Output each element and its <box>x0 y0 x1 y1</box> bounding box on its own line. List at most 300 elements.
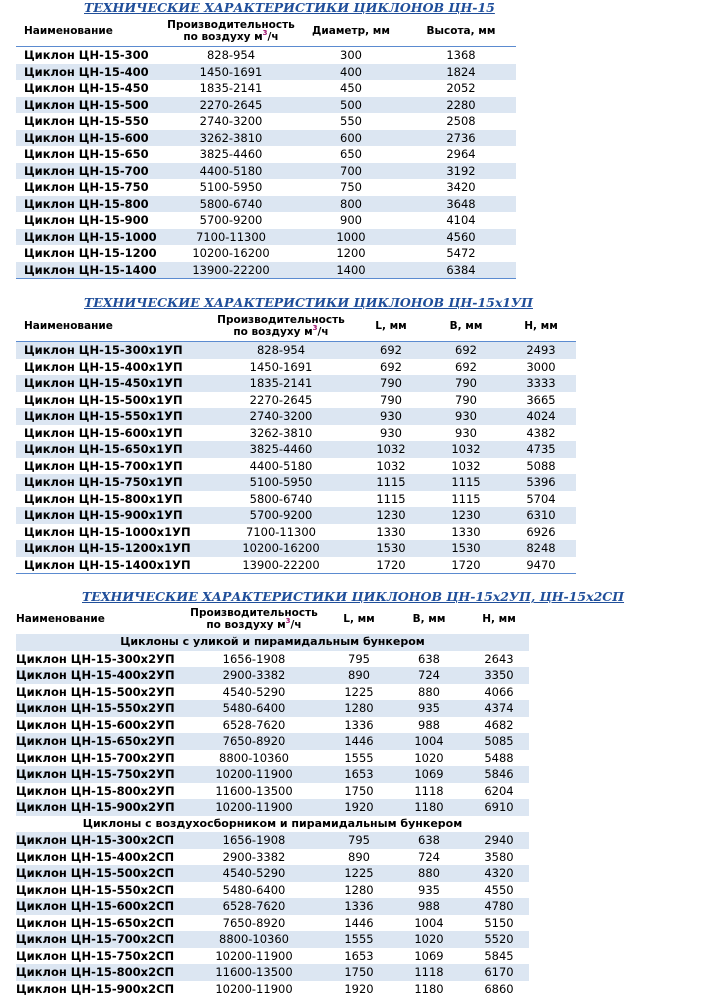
table-row <box>16 196 516 213</box>
cell-height: 2736 <box>406 130 516 147</box>
cell-name: Циклон ЦН-15-750 <box>16 179 166 196</box>
cell-diameter: 300 <box>296 47 406 64</box>
table-row <box>16 931 529 948</box>
cell-name: Циклон ЦН-15-300 <box>16 47 166 64</box>
cell-performance: 10200-11900 <box>179 799 329 816</box>
table-row <box>16 229 516 246</box>
cell-length: 890 <box>329 667 389 684</box>
cell-performance: 2270-2645 <box>166 97 296 114</box>
table-row <box>16 700 529 717</box>
cell-performance: 828-954 <box>206 342 356 359</box>
cell-name: Циклон ЦН-15-800х2СП <box>16 964 179 981</box>
cell-width: 1115 <box>426 474 506 491</box>
cell-name: Циклон ЦН-15-900х2СП <box>16 981 179 997</box>
cell-height: 6204 <box>469 783 529 800</box>
cell-name: Циклон ЦН-15-1000х1УП <box>16 524 206 541</box>
cell-performance: 1835-2141 <box>166 80 296 97</box>
cell-performance: 5700-9200 <box>206 507 356 524</box>
table-row <box>16 163 516 180</box>
table-row <box>16 375 576 392</box>
cell-width: 1720 <box>426 557 506 574</box>
cell-height: 8248 <box>506 540 576 557</box>
table-row <box>16 408 576 425</box>
table-row <box>16 425 576 442</box>
group-header-row <box>16 816 529 833</box>
cell-name: Циклон ЦН-15-600х1УП <box>16 425 206 442</box>
table1-title: ТЕХНИЧЕСКИЕ ХАРАКТЕРИСТИКИ ЦИКЛОНОВ ЦН-15 <box>84 0 495 15</box>
header-length: L, мм <box>329 604 389 634</box>
table-row <box>16 799 529 816</box>
cell-length: 1280 <box>329 700 389 717</box>
cell-height: 5088 <box>506 458 576 475</box>
cell-name: Циклон ЦН-15-750х1УП <box>16 474 206 491</box>
cell-height: 1368 <box>406 47 516 64</box>
header-performance-line1: Производительность <box>190 607 318 619</box>
cell-height: 5472 <box>406 245 516 262</box>
cell-diameter: 400 <box>296 64 406 81</box>
cell-length: 795 <box>329 651 389 668</box>
cell-height: 5488 <box>469 750 529 767</box>
cell-performance: 10200-16200 <box>166 245 296 262</box>
cell-name: Циклон ЦН-15-800 <box>16 196 166 213</box>
cell-width: 724 <box>389 667 469 684</box>
cell-length: 790 <box>356 375 426 392</box>
cell-performance: 7100-11300 <box>166 229 296 246</box>
cell-performance: 13900-22200 <box>166 262 296 279</box>
table-row <box>16 47 516 64</box>
table-row <box>16 64 516 81</box>
cell-performance: 2740-3200 <box>206 408 356 425</box>
cell-length: 1446 <box>329 915 389 932</box>
table-row <box>16 342 576 359</box>
cell-width: 1020 <box>389 931 469 948</box>
cell-performance: 2270-2645 <box>206 392 356 409</box>
cell-height: 5396 <box>506 474 576 491</box>
header-performance-line1: Производительность <box>167 19 295 31</box>
cell-name: Циклон ЦН-15-300х2УП <box>16 651 179 668</box>
cell-length: 1530 <box>356 540 426 557</box>
header-performance <box>206 311 356 342</box>
table-row <box>16 981 529 997</box>
cell-name: Циклон ЦН-15-750х2СП <box>16 948 179 965</box>
cell-length: 1230 <box>356 507 426 524</box>
cell-name: Циклон ЦН-15-800х2УП <box>16 783 179 800</box>
cell-name: Циклон ЦН-15-600х2УП <box>16 717 179 734</box>
cell-height: 4066 <box>469 684 529 701</box>
cell-height: 2964 <box>406 146 516 163</box>
cell-height: 6384 <box>406 262 516 279</box>
table-row <box>16 491 576 508</box>
cell-height: 4560 <box>406 229 516 246</box>
header-performance-line2: по воздуху м <box>183 31 262 43</box>
cell-performance: 13900-22200 <box>206 557 356 574</box>
header-height: H, мм <box>506 311 576 342</box>
cell-name: Циклон ЦН-15-650х1УП <box>16 441 206 458</box>
table-row <box>16 766 529 783</box>
table3 <box>16 604 529 997</box>
table-row <box>16 113 516 130</box>
cell-name: Циклон ЦН-15-300х2СП <box>16 832 179 849</box>
cell-diameter: 600 <box>296 130 406 147</box>
cell-name: Циклон ЦН-15-1400х1УП <box>16 557 206 574</box>
cell-length: 1280 <box>329 882 389 899</box>
cell-width: 1069 <box>389 948 469 965</box>
cell-name: Циклон ЦН-15-550х2СП <box>16 882 179 899</box>
header-width: B, мм <box>389 604 469 634</box>
table2-body <box>16 342 576 574</box>
cell-height: 4780 <box>469 898 529 915</box>
cell-height: 4382 <box>506 425 576 442</box>
cell-height: 3000 <box>506 359 576 376</box>
cell-width: 1230 <box>426 507 506 524</box>
header-performance-line2: по воздуху м <box>233 326 312 338</box>
table-row <box>16 80 516 97</box>
cell-length: 1115 <box>356 474 426 491</box>
cell-length: 1720 <box>356 557 426 574</box>
table-row <box>16 783 529 800</box>
table-row <box>16 832 529 849</box>
cell-name: Циклон ЦН-15-650х2УП <box>16 733 179 750</box>
cell-height: 9470 <box>506 557 576 574</box>
cell-diameter: 700 <box>296 163 406 180</box>
cell-height: 6910 <box>469 799 529 816</box>
cell-width: 1004 <box>389 915 469 932</box>
cell-diameter: 1000 <box>296 229 406 246</box>
cell-height: 4682 <box>469 717 529 734</box>
table-row <box>16 882 529 899</box>
cell-height: 6170 <box>469 964 529 981</box>
cell-performance: 10200-11900 <box>179 766 329 783</box>
cell-length: 1115 <box>356 491 426 508</box>
cell-name: Циклон ЦН-15-500 <box>16 97 166 114</box>
cell-width: 935 <box>389 700 469 717</box>
cell-performance: 5100-5950 <box>206 474 356 491</box>
cell-diameter: 750 <box>296 179 406 196</box>
cell-width: 880 <box>389 684 469 701</box>
cell-performance: 1450-1691 <box>166 64 296 81</box>
cell-height: 2643 <box>469 651 529 668</box>
cell-diameter: 450 <box>296 80 406 97</box>
cell-diameter: 650 <box>296 146 406 163</box>
table-row <box>16 392 576 409</box>
header-performance-tail: /ч <box>291 619 302 631</box>
cell-height: 5704 <box>506 491 576 508</box>
table-row <box>16 898 529 915</box>
cell-performance: 8800-10360 <box>179 750 329 767</box>
cell-performance: 3825-4460 <box>166 146 296 163</box>
cell-name: Циклон ЦН-15-500х2УП <box>16 684 179 701</box>
cell-height: 3648 <box>406 196 516 213</box>
header-performance-sup: 3 <box>263 29 268 37</box>
cell-performance: 5480-6400 <box>179 700 329 717</box>
cell-performance: 5800-6740 <box>166 196 296 213</box>
cell-performance: 8800-10360 <box>179 931 329 948</box>
cell-length: 1920 <box>329 799 389 816</box>
cell-width: 1180 <box>389 981 469 997</box>
cell-diameter: 1400 <box>296 262 406 279</box>
cell-length: 930 <box>356 425 426 442</box>
table-row <box>16 964 529 981</box>
table1-body <box>16 47 516 279</box>
header-name: Наименование <box>16 311 206 342</box>
cell-length: 1555 <box>329 931 389 948</box>
cell-width: 1069 <box>389 766 469 783</box>
cell-name: Циклон ЦН-15-700х2УП <box>16 750 179 767</box>
cell-performance: 3262-3810 <box>166 130 296 147</box>
table-row <box>16 359 576 376</box>
cell-performance: 5700-9200 <box>166 212 296 229</box>
cell-width: 1180 <box>389 799 469 816</box>
table-row <box>16 651 529 668</box>
cell-width: 790 <box>426 375 506 392</box>
cell-width: 692 <box>426 342 506 359</box>
cell-length: 790 <box>356 392 426 409</box>
cell-width: 930 <box>426 408 506 425</box>
cell-diameter: 900 <box>296 212 406 229</box>
cell-diameter: 800 <box>296 196 406 213</box>
cell-length: 795 <box>329 832 389 849</box>
cell-width: 988 <box>389 717 469 734</box>
cell-height: 5150 <box>469 915 529 932</box>
header-diameter: Диаметр, мм <box>296 16 406 47</box>
cell-length: 1653 <box>329 948 389 965</box>
cell-height: 3420 <box>406 179 516 196</box>
cell-width: 1330 <box>426 524 506 541</box>
cell-length: 1653 <box>329 766 389 783</box>
table-row <box>16 130 516 147</box>
header-performance-tail: /ч <box>318 326 329 338</box>
cell-length: 1032 <box>356 441 426 458</box>
cell-width: 1004 <box>389 733 469 750</box>
cell-performance: 4540-5290 <box>179 684 329 701</box>
cell-height: 2508 <box>406 113 516 130</box>
cell-name: Циклон ЦН-15-1200х1УП <box>16 540 206 557</box>
cell-name: Циклон ЦН-15-700х1УП <box>16 458 206 475</box>
cell-name: Циклон ЦН-15-900х2УП <box>16 799 179 816</box>
cell-height: 3350 <box>469 667 529 684</box>
cell-width: 930 <box>426 425 506 442</box>
table-row <box>16 146 516 163</box>
cell-diameter: 500 <box>296 97 406 114</box>
cell-name: Циклон ЦН-15-1200 <box>16 245 166 262</box>
cell-width: 692 <box>426 359 506 376</box>
cell-name: Циклон ЦН-15-1400 <box>16 262 166 279</box>
cell-name: Циклон ЦН-15-400х1УП <box>16 359 206 376</box>
group-header-row <box>16 634 529 651</box>
header-performance-sup: 3 <box>286 617 291 625</box>
cell-performance: 10200-11900 <box>179 981 329 997</box>
group-label-collector: Циклоны с воздухосборником и пирамидальным бункером <box>16 816 529 833</box>
cell-height: 3333 <box>506 375 576 392</box>
cell-performance: 7100-11300 <box>206 524 356 541</box>
header-performance-tail: /ч <box>268 31 279 43</box>
cell-height: 4374 <box>469 700 529 717</box>
cell-name: Циклон ЦН-15-500х2СП <box>16 865 179 882</box>
cell-name: Циклон ЦН-15-550 <box>16 113 166 130</box>
table-row <box>16 915 529 932</box>
cell-width: 1115 <box>426 491 506 508</box>
header-height: Высота, мм <box>406 16 516 47</box>
cell-width: 1118 <box>389 964 469 981</box>
cell-height: 4550 <box>469 882 529 899</box>
cell-width: 1020 <box>389 750 469 767</box>
cell-height: 4735 <box>506 441 576 458</box>
cell-performance: 5480-6400 <box>179 882 329 899</box>
cell-height: 2940 <box>469 832 529 849</box>
cell-performance: 11600-13500 <box>179 783 329 800</box>
cell-name: Циклон ЦН-15-600х2СП <box>16 898 179 915</box>
cell-height: 6310 <box>506 507 576 524</box>
cell-length: 1336 <box>329 898 389 915</box>
cell-height: 5845 <box>469 948 529 965</box>
cell-length: 1225 <box>329 684 389 701</box>
cell-performance: 3262-3810 <box>206 425 356 442</box>
cell-height: 6926 <box>506 524 576 541</box>
cell-performance: 6528-7620 <box>179 717 329 734</box>
cell-name: Циклон ЦН-15-1000 <box>16 229 166 246</box>
cell-width: 1118 <box>389 783 469 800</box>
cell-width: 638 <box>389 651 469 668</box>
cell-height: 3580 <box>469 849 529 866</box>
table-row <box>16 262 516 279</box>
cell-performance: 11600-13500 <box>179 964 329 981</box>
cell-name: Циклон ЦН-15-550х1УП <box>16 408 206 425</box>
cell-diameter: 550 <box>296 113 406 130</box>
cell-width: 1032 <box>426 458 506 475</box>
cell-height: 1824 <box>406 64 516 81</box>
cell-length: 890 <box>329 849 389 866</box>
cell-name: Циклон ЦН-15-400х2УП <box>16 667 179 684</box>
table-row <box>16 865 529 882</box>
cell-name: Циклон ЦН-15-300х1УП <box>16 342 206 359</box>
cell-name: Циклон ЦН-15-400х2СП <box>16 849 179 866</box>
table-row <box>16 948 529 965</box>
table-row <box>16 849 529 866</box>
cell-length: 692 <box>356 359 426 376</box>
header-name: Наименование <box>16 16 166 47</box>
cell-performance: 4400-5180 <box>166 163 296 180</box>
cell-performance: 2900-3382 <box>179 849 329 866</box>
cell-length: 692 <box>356 342 426 359</box>
cell-height: 2280 <box>406 97 516 114</box>
header-performance-line1: Производительность <box>217 314 345 326</box>
table-row <box>16 540 576 557</box>
header-performance <box>179 604 329 634</box>
cell-width: 724 <box>389 849 469 866</box>
cell-diameter: 1200 <box>296 245 406 262</box>
table-row <box>16 97 516 114</box>
cell-name: Циклон ЦН-15-900х1УП <box>16 507 206 524</box>
cell-height: 2493 <box>506 342 576 359</box>
cell-length: 930 <box>356 408 426 425</box>
table-row <box>16 507 576 524</box>
cell-width: 935 <box>389 882 469 899</box>
cell-length: 1750 <box>329 964 389 981</box>
cell-height: 2052 <box>406 80 516 97</box>
table-row <box>16 179 516 196</box>
cell-name: Циклон ЦН-15-800х1УП <box>16 491 206 508</box>
cell-name: Циклон ЦН-15-600 <box>16 130 166 147</box>
header-height: H, мм <box>469 604 529 634</box>
cell-name: Циклон ЦН-15-400 <box>16 64 166 81</box>
cell-performance: 828-954 <box>166 47 296 64</box>
cell-name: Циклон ЦН-15-700х2СП <box>16 931 179 948</box>
cell-performance: 4400-5180 <box>206 458 356 475</box>
cell-height: 5846 <box>469 766 529 783</box>
header-performance <box>166 16 296 47</box>
cell-name: Циклон ЦН-15-900 <box>16 212 166 229</box>
cell-performance: 2900-3382 <box>179 667 329 684</box>
cell-height: 4024 <box>506 408 576 425</box>
cell-performance: 1656-1908 <box>179 832 329 849</box>
table2-title: ТЕХНИЧЕСКИЕ ХАРАКТЕРИСТИКИ ЦИКЛОНОВ ЦН-15х1УП <box>84 295 533 310</box>
cell-performance: 2740-3200 <box>166 113 296 130</box>
cell-height: 4104 <box>406 212 516 229</box>
cell-performance: 10200-11900 <box>179 948 329 965</box>
cell-length: 1336 <box>329 717 389 734</box>
cell-height: 3192 <box>406 163 516 180</box>
table-row <box>16 667 529 684</box>
group-label-uliter: Циклоны с уликой и пирамидальным бункером <box>16 634 529 651</box>
cell-length: 1555 <box>329 750 389 767</box>
cell-height: 3665 <box>506 392 576 409</box>
cell-width: 638 <box>389 832 469 849</box>
cell-height: 5085 <box>469 733 529 750</box>
cell-performance: 7650-8920 <box>179 733 329 750</box>
table-row <box>16 212 516 229</box>
cell-width: 1032 <box>426 441 506 458</box>
table3-title: ТЕХНИЧЕСКИЕ ХАРАКТЕРИСТИКИ ЦИКЛОНОВ ЦН-15х2УП, ЦН-15х2СП <box>82 589 624 604</box>
table-row <box>16 750 529 767</box>
cell-performance: 3825-4460 <box>206 441 356 458</box>
table-row <box>16 245 516 262</box>
cell-height: 4320 <box>469 865 529 882</box>
cell-name: Циклон ЦН-15-500х1УП <box>16 392 206 409</box>
cell-length: 1750 <box>329 783 389 800</box>
table-row <box>16 458 576 475</box>
cell-name: Циклон ЦН-15-650х2СП <box>16 915 179 932</box>
cell-performance: 4540-5290 <box>179 865 329 882</box>
cell-performance: 7650-8920 <box>179 915 329 932</box>
cell-performance: 1656-1908 <box>179 651 329 668</box>
table-row <box>16 733 529 750</box>
header-name: Наименование <box>16 604 179 634</box>
cell-performance: 5100-5950 <box>166 179 296 196</box>
header-performance-sup: 3 <box>313 324 318 332</box>
cell-performance: 1450-1691 <box>206 359 356 376</box>
cell-performance: 10200-16200 <box>206 540 356 557</box>
cell-performance: 6528-7620 <box>179 898 329 915</box>
table-row <box>16 441 576 458</box>
cell-width: 880 <box>389 865 469 882</box>
cell-height: 5520 <box>469 931 529 948</box>
cell-name: Циклон ЦН-15-550х2УП <box>16 700 179 717</box>
cell-length: 1032 <box>356 458 426 475</box>
table-row <box>16 524 576 541</box>
header-width: B, мм <box>426 311 506 342</box>
header-length: L, мм <box>356 311 426 342</box>
cell-length: 1330 <box>356 524 426 541</box>
table2 <box>16 311 576 574</box>
cell-height: 6860 <box>469 981 529 997</box>
cell-name: Циклон ЦН-15-450х1УП <box>16 375 206 392</box>
table-row <box>16 474 576 491</box>
cell-width: 988 <box>389 898 469 915</box>
table-row <box>16 557 576 574</box>
cell-name: Циклон ЦН-15-450 <box>16 80 166 97</box>
cell-length: 1225 <box>329 865 389 882</box>
cell-performance: 5800-6740 <box>206 491 356 508</box>
